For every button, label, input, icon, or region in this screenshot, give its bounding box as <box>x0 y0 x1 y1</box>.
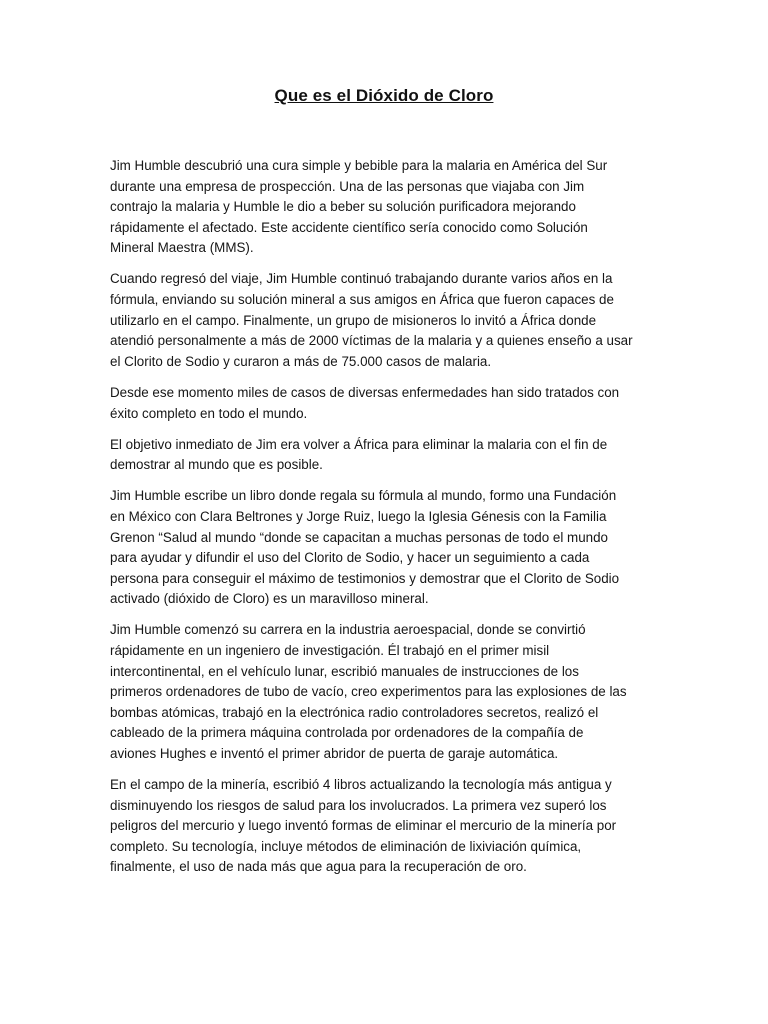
text-line: intercontinental, en el vehículo lunar, escribió manuales de instrucciones de los <box>110 663 579 679</box>
text-line: en México con Clara Beltrones y Jorge Ruiz, luego la Iglesia Génesis con la Familia <box>110 508 607 524</box>
paragraph-4 <box>110 435 658 476</box>
text-line: fórmula, enviando su solución mineral a sus amigos en África que fueron capaces de <box>110 292 614 308</box>
text-line: atendió personalmente a más de 2000 víctimas de la malaria y a quienes enseño a usar <box>110 333 633 349</box>
paragraph-7 <box>110 775 658 878</box>
text-line: Grenon “Salud al mundo “donde se capacitan a muchas personas de todo el mundo <box>110 529 609 545</box>
text-line: bombas atómicas, trabajó en la electrónica radio controladores secretos, realizó el <box>110 704 599 720</box>
text-line: utilizarlo en el campo. Finalmente, un grupo de misioneros lo invitó a África donde <box>110 312 597 328</box>
text-line: Jim Humble descubrió una cura simple y bebible para la malaria en América del Sur <box>110 158 608 173</box>
text-line: éxito completo en todo el mundo. <box>110 405 308 421</box>
document-title: Que es el Dióxido de Cloro <box>274 86 494 105</box>
paragraph-3 <box>110 383 658 424</box>
paragraph-5 <box>110 486 658 610</box>
text-line: primeros ordenadores de tubo de vacío, creo experimentos para las explosiones de las <box>110 684 627 700</box>
text-line: demostrar al mundo que es posible. <box>110 457 323 473</box>
text-line: rápidamente en un ingeniero de investigación. Él trabajó en el primer misil <box>110 642 550 658</box>
paragraph-6 <box>110 620 658 764</box>
text-line: cableado de la primera máquina controlada por ordenadores de la compañía de <box>110 725 584 741</box>
text-line: para ayudar y difundir el uso del Clorito de Sodio, y hacer un seguimiento a cada <box>110 550 590 566</box>
text-line: Cuando regresó del viaje, Jim Humble continuó trabajando durante varios años en la <box>110 271 613 287</box>
text-line: El objetivo inmediato de Jim era volver a África para eliminar la malaria con el fin de <box>110 436 608 452</box>
text-line: durante una empresa de prospección. Una de las personas que viajaba con Jim <box>110 178 585 194</box>
paragraph-1 <box>110 156 658 259</box>
text-line: contrajo la malaria y Humble le dio a beber su solución purificadora mejorando <box>110 199 576 215</box>
paragraph-2 <box>110 269 658 372</box>
document-body <box>110 156 658 889</box>
text-line: el Clorito de Sodio y curaron a más de 75.000 casos de malaria. <box>110 353 492 369</box>
text-line: persona para conseguir el máximo de testimonios y demostrar que el Clorito de Sodio <box>110 570 620 586</box>
text-line: finalmente, el uso de nada más que agua para la recuperación de oro. <box>110 859 527 875</box>
text-line: aviones Hughes e inventó el primer abridor de puerta de garaje automática. <box>110 745 559 761</box>
text-line: Desde ese momento miles de casos de diversas enfermedades han sido tratados con <box>110 384 620 400</box>
text-line: Jim Humble escribe un libro donde regala su fórmula al mundo, formo una Fundación <box>110 488 617 504</box>
text-line: activado (dióxido de Cloro) es un maravilloso mineral. <box>110 591 429 607</box>
text-line: completo. Su tecnología, incluye métodos de eliminación de lixiviación química, <box>110 838 582 854</box>
text-line: disminuyendo los riesgos de salud para los involucrados. La primera vez superó los <box>110 797 607 813</box>
text-line: Jim Humble comenzó su carrera en la industria aeroespacial, donde se convirtió <box>110 622 586 638</box>
text-line: peligros del mercurio y luego inventó formas de eliminar el mercurio de la minería por <box>110 818 617 834</box>
text-line: Mineral Maestra (MMS). <box>110 240 254 256</box>
text-line: rápidamente el afectado. Este accidente científico sería conocido como Solución <box>110 219 588 235</box>
text-line: En el campo de la minería, escribió 4 libros actualizando la tecnología más antigua y <box>110 777 612 793</box>
